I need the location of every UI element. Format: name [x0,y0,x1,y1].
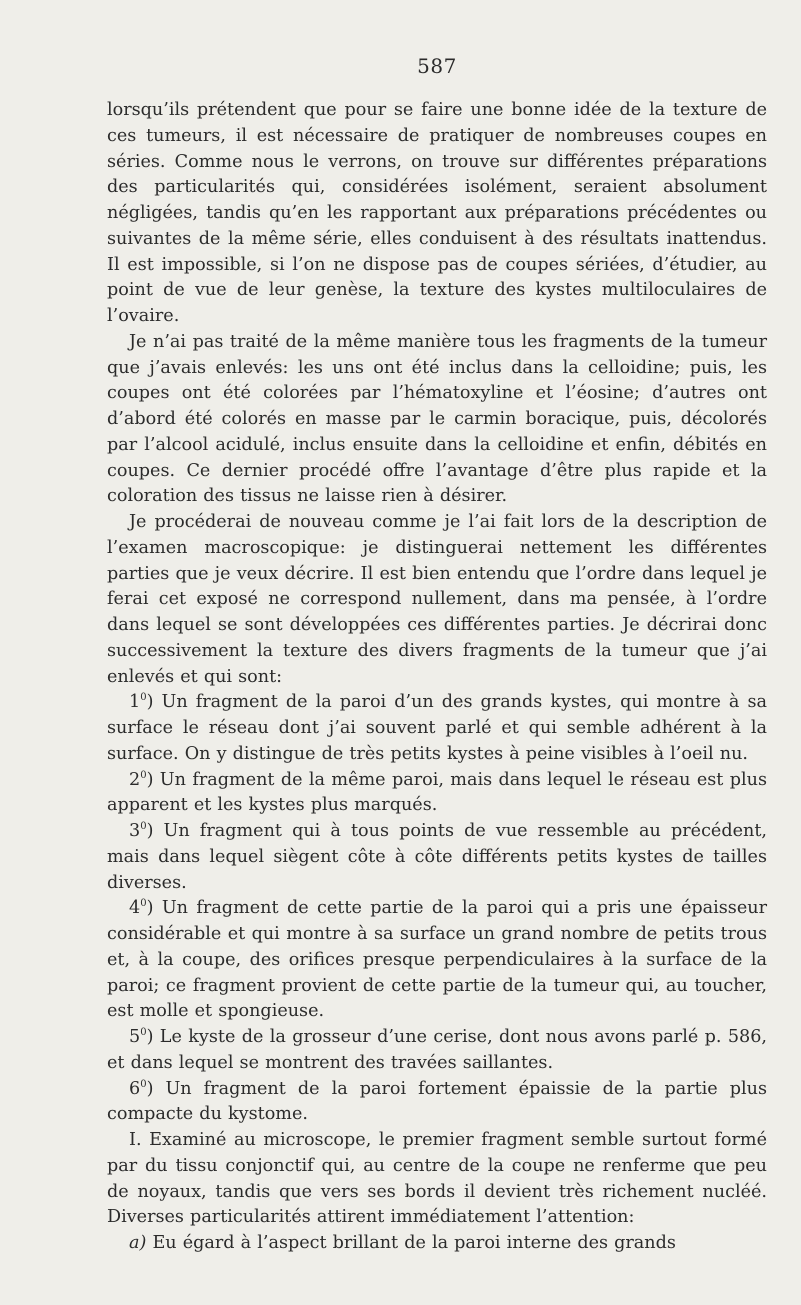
list-item-2 [107,768,767,820]
list-item-text: ) Un fragment qui à tous points de vue ressemble au précédent, mais dans lequel siègent côte à côte différents petits kystes de tailles diverses. [107,821,767,893]
body-text [107,98,767,1257]
paragraph-1: lorsqu’ils prétendent que pour se faire une bonne idée de la texture de ces tumeurs, il est nécessaire de pratiquer de nombreuses coupes en séries. Comme nous le verrons, on trouve sur différentes préparations des particularités qui, considérées isolément, seraient absolument négligées, tandis qu’en les rapportant aux préparations précédentes ou suivantes de la même série, elles conduisent à des résultats inattendus. Il est impossible, si l’on ne dispose pas de coupes sériées, d’étudier, au point de vue de leur genèse, la texture des kystes multiloculaires de l’ovaire. [107,100,767,326]
list-item-4 [107,896,767,1025]
page-number: 587 [417,54,457,78]
list-number-sup: 0 [140,692,147,704]
list-item-5 [107,1025,767,1077]
list-number: 3 [129,821,141,841]
list-item-6 [107,1077,767,1129]
subitem-text: Eu égard à l’aspect brillant de la paroi interne des grands [146,1233,676,1253]
subitem-label: a) [129,1233,147,1253]
paragraph-section-1: I. Examiné au microscope, le premier fragment semble surtout formé par du tissu conjonctif qui, au centre de la coupe ne renferme que peu de noyaux, tandis que vers ses bords il devient très richement nucléé. Diverses particularités attirent immédiatement l’attention: [107,1130,767,1228]
list-item-text: ) Un fragment de la paroi d’un des grands kystes, qui montre à sa surface le réseau dont j’ai souvent parlé et qui semble adhérent à la surface. On y distingue de très petits kystes à peine visibles à l’oeil nu. [107,692,767,764]
list-number-sup: 0 [140,1027,147,1039]
list-item-text: ) Un fragment de cette partie de la paroi qui a pris une épaisseur considérable et qui montre à sa surface un grand nombre de petits trous et, à la coupe, des orifices presque perpendiculaires à la surface de la paroi; ce fragment provient de cette partie de la tumeur qui, au toucher, est molle et spongieuse. [107,898,767,1022]
list-number: 4 [129,898,141,919]
page [107,46,767,1257]
list-number: 6 [129,1078,141,1099]
list-item-1 [107,690,767,767]
list-number: 1 [129,692,141,713]
list-item-text: ) Un fragment de la paroi fortement épaissie de la partie plus compacte du kystome. [107,1078,767,1125]
list-number-sup: 0 [140,898,147,910]
paragraph-subitem-a [107,1231,767,1257]
paragraph-3: Je procéderai de nouveau comme je l’ai fait lors de la description de l’examen macroscopique: je distinguerai nettement les différentes parties que je veux décrire. Il est bien entendu que l’ordre dans lequel je ferai cet exposé ne correspond nullement, dans ma pensée, à l’ordre dans lequel se sont développées ces différentes parties. Je décrirai donc successivement la texture des divers fragments de la tumeur que j’ai enlevés et qui sont: [107,512,767,687]
list-number-sup: 0 [140,1078,147,1090]
list-item-text: ) Un fragment de la même paroi, mais dans lequel le réseau est plus apparent et les kystes plus marqués. [107,769,767,816]
list-item-3 [107,819,767,896]
list-number-sup: 0 [140,769,147,781]
list-number: 2 [129,769,141,790]
list-number-sup: 0 [140,821,147,833]
paragraph-2: Je n’ai pas traité de la même manière tous les fragments de la tumeur que j’avais enlevés: les uns ont été inclus dans la celloidine; puis, les coupes ont été colorées par l’hématoxyline et l’éosine; d’autres ont d’abord été colorés en masse par le carmin boracique, puis, décolorés par l’alcool acidulé, inclus ensuite dans la celloidine et enfin, débités en coupes. Ce dernier procédé offre l’avantage d’être plus rapide et la coloration des tissus ne laisse rien à désirer. [107,331,767,507]
list-item-text: ) Le kyste de la grosseur d’une cerise, dont nous avons parlé p. 586, et dans lequel se montrent des travées saillantes. [107,1027,767,1073]
list-number: 5 [129,1027,141,1047]
